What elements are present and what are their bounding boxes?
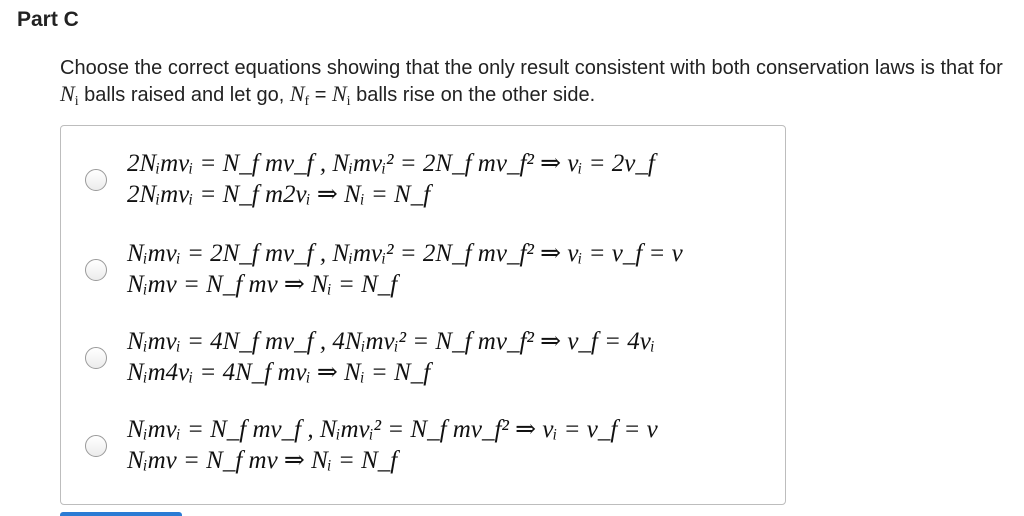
- option-1-equation-line-2: 2Nᵢmvᵢ = N_f m2vᵢ ⇒ Nᵢ = N_f: [127, 181, 431, 208]
- radio-button-option-2[interactable]: [85, 259, 107, 281]
- radio-button-option-3[interactable]: [85, 347, 107, 369]
- instructions-text-3: =: [309, 84, 332, 106]
- instructions-text-2: balls raised and let go,: [78, 84, 290, 106]
- option-2-equation-line-1: Nᵢmvᵢ = 2N_f mv_f , Nᵢmvᵢ² = 2N_f mv_f² ⇒ vᵢ = v_f = v: [127, 240, 683, 267]
- instructions-text-4: balls rise on the other side.: [350, 84, 596, 106]
- answer-option-4[interactable]: [61, 412, 785, 482]
- answer-option-3[interactable]: [61, 324, 785, 394]
- answer-choices-box: [60, 125, 786, 505]
- math-sub-initial-2: i: [346, 94, 351, 109]
- part-title: Part C: [17, 8, 79, 31]
- math-var-n-initial-2: N: [331, 81, 347, 106]
- option-3-equation-line-1: Nᵢmvᵢ = 4N_f mv_f , 4Nᵢmvᵢ² = N_f mv_f² ⇒ v_f = 4vᵢ: [127, 328, 655, 355]
- math-sub-initial: i: [74, 94, 79, 109]
- math-var-n-final: N: [289, 81, 305, 106]
- math-sub-final: f: [304, 94, 310, 109]
- instructions-text-1: Choose the correct equations showing that the only result consistent with both conservation laws is that for: [60, 57, 1003, 79]
- radio-button-option-4[interactable]: [85, 435, 107, 457]
- option-4-equation-line-2: Nᵢmv = N_f mv ⇒ Nᵢ = N_f: [127, 447, 398, 474]
- radio-button-option-1[interactable]: [85, 169, 107, 191]
- math-var-n-initial: N: [60, 81, 75, 106]
- option-3-equation-line-2: Nᵢm4vᵢ = 4N_f mvᵢ ⇒ Nᵢ = N_f: [127, 359, 431, 386]
- option-1-equation-line-1: 2Nᵢmvᵢ = N_f mv_f , Nᵢmvᵢ² = 2N_f mv_f² ⇒ vᵢ = 2v_f: [127, 150, 655, 177]
- option-2-equation-line-2: Nᵢmv = N_f mv ⇒ Nᵢ = N_f: [127, 271, 398, 298]
- submit-button-edge[interactable]: [60, 512, 182, 516]
- option-4-equation-line-1: Nᵢmvᵢ = N_f mv_f , Nᵢmvᵢ² = N_f mv_f² ⇒ vᵢ = v_f = v: [127, 416, 658, 443]
- answer-option-2[interactable]: [61, 236, 785, 306]
- answer-option-1[interactable]: [61, 146, 785, 216]
- question-instructions: [60, 56, 1010, 114]
